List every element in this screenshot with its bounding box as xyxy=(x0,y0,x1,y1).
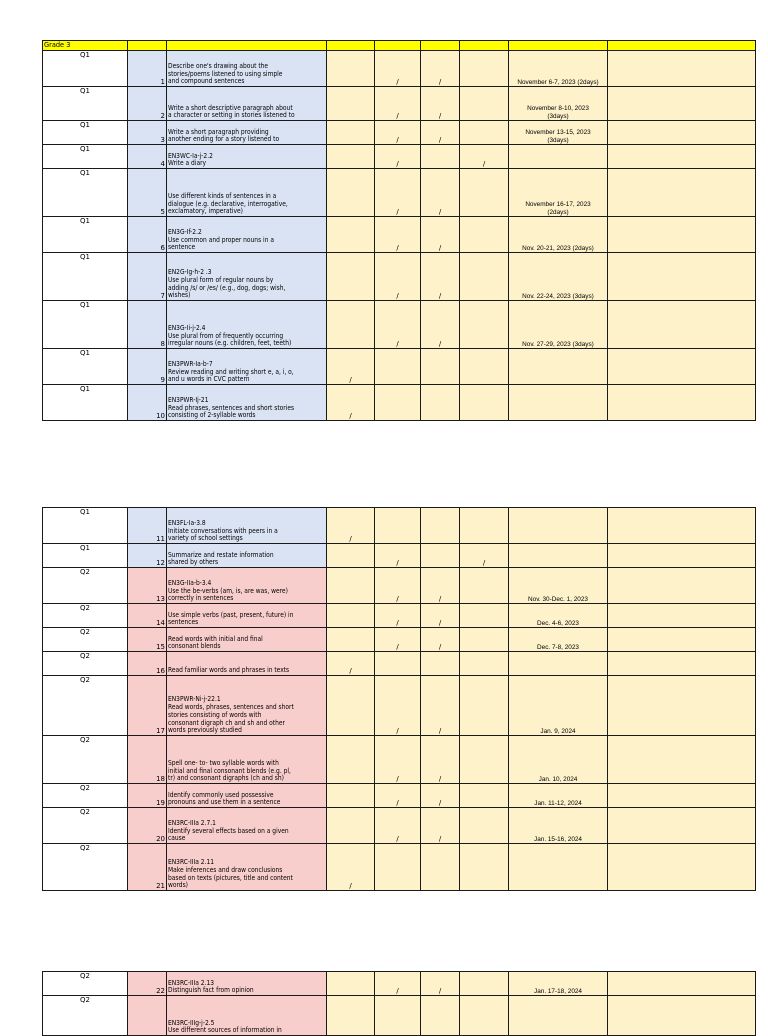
mark-cell-3[interactable]: / xyxy=(421,676,460,736)
mark-cell-2[interactable]: / xyxy=(375,253,421,301)
competency-cell[interactable]: Describe one's drawing about the stories/poems listened to using simple and compound sentences xyxy=(167,51,327,87)
mark-cell-3[interactable]: / xyxy=(421,301,460,349)
mark-cell-1[interactable] xyxy=(327,784,375,808)
table-row xyxy=(43,844,756,891)
mark-cell-2[interactable] xyxy=(375,844,421,891)
mark-cell-4[interactable] xyxy=(460,676,509,736)
quarter-cell[interactable]: Q2 xyxy=(43,844,128,891)
remarks-cell[interactable] xyxy=(608,808,756,844)
mark-cell-4[interactable]: / xyxy=(460,544,509,568)
mark-cell-3[interactable] xyxy=(421,145,460,169)
row-number-cell[interactable]: 22 xyxy=(128,972,167,996)
competency-cell[interactable]: EN2G-Ig-h-2 .3 Use plural form of regular nouns by adding /s/ or /es/ (e.g., dog, dogs; wish, wishes) xyxy=(167,253,327,301)
quarter-cell[interactable]: Q2 xyxy=(43,784,128,808)
date-cell[interactable]: Nov. 30-Dec. 1, 2023 xyxy=(509,568,608,604)
row-number-cell[interactable]: 2 xyxy=(128,87,167,121)
mark-cell-2[interactable] xyxy=(375,652,421,676)
mark-cell-1[interactable] xyxy=(327,604,375,628)
row-number-cell[interactable]: 1 xyxy=(128,51,167,87)
table-row xyxy=(43,301,756,349)
row-number-cell[interactable]: 9 xyxy=(128,349,167,385)
table-row xyxy=(43,604,756,628)
date-cell[interactable]: Jan. 10, 2024 xyxy=(509,736,608,784)
mark-cell-3[interactable]: / xyxy=(421,736,460,784)
date-cell[interactable]: November 8-10, 2023 (3days) xyxy=(509,87,608,121)
table-row xyxy=(43,544,756,568)
table-row xyxy=(43,736,756,784)
table-row xyxy=(43,568,756,604)
quarter-cell[interactable]: Q1 xyxy=(43,51,128,87)
remarks-cell[interactable] xyxy=(608,253,756,301)
mark-cell-3[interactable] xyxy=(421,652,460,676)
mark-cell-4[interactable] xyxy=(460,568,509,604)
table-row xyxy=(43,169,756,217)
mark-cell-2[interactable]: / xyxy=(375,301,421,349)
mark-cell-3[interactable]: / xyxy=(421,972,460,996)
mark-cell-1[interactable]: / xyxy=(327,844,375,891)
mark-cell-1[interactable] xyxy=(327,121,375,145)
date-cell[interactable] xyxy=(509,652,608,676)
date-cell[interactable]: November 16-17, 2023 (2days) xyxy=(509,169,608,217)
remarks-cell[interactable] xyxy=(608,784,756,808)
header-cell[interactable] xyxy=(128,41,167,51)
row-number-cell[interactable]: 7 xyxy=(128,253,167,301)
table-row xyxy=(43,121,756,145)
mark-cell-4[interactable]: / xyxy=(460,145,509,169)
table-section-2 xyxy=(42,507,756,891)
date-cell[interactable]: Jan. 11-12, 2024 xyxy=(509,784,608,808)
mark-cell-4[interactable] xyxy=(460,87,509,121)
competency-cell[interactable]: Use simple verbs (past, present, future) in sentences xyxy=(167,604,327,628)
mark-cell-2[interactable]: / xyxy=(375,784,421,808)
mark-cell-3[interactable] xyxy=(421,844,460,891)
mark-cell-1[interactable] xyxy=(327,676,375,736)
table-row xyxy=(43,808,756,844)
mark-cell-1[interactable] xyxy=(327,145,375,169)
header-cell[interactable] xyxy=(608,41,756,51)
row-number-cell[interactable]: 14 xyxy=(128,604,167,628)
remarks-cell[interactable] xyxy=(608,568,756,604)
table-row xyxy=(43,676,756,736)
mark-cell-1[interactable] xyxy=(327,568,375,604)
mark-cell-3[interactable] xyxy=(421,996,460,1036)
competency-cell[interactable]: Write a short descriptive paragraph about a character or setting in stories listened to xyxy=(167,87,327,121)
date-cell[interactable]: Dec. 7-8, 2023 xyxy=(509,628,608,652)
date-cell[interactable]: Jan. 15-16, 2024 xyxy=(509,808,608,844)
row-number-cell[interactable]: 21 xyxy=(128,844,167,891)
mark-cell-2[interactable]: / xyxy=(375,51,421,87)
mark-cell-2[interactable]: / xyxy=(375,145,421,169)
date-cell[interactable] xyxy=(509,844,608,891)
mark-cell-1[interactable] xyxy=(327,736,375,784)
quarter-cell[interactable]: Q1 xyxy=(43,301,128,349)
mark-cell-2[interactable]: / xyxy=(375,568,421,604)
table-row xyxy=(43,349,756,385)
mark-cell-4[interactable] xyxy=(460,844,509,891)
remarks-cell[interactable] xyxy=(608,51,756,87)
table-row xyxy=(43,217,756,253)
quarter-cell[interactable]: Q2 xyxy=(43,604,128,628)
row-number-cell[interactable]: 13 xyxy=(128,568,167,604)
table-section-3 xyxy=(42,971,756,1036)
competency-cell[interactable]: EN3G-If-2.2 Use common and proper nouns in a sentence xyxy=(167,217,327,253)
table-row xyxy=(43,385,756,421)
mark-cell-4[interactable] xyxy=(460,628,509,652)
mark-cell-4[interactable] xyxy=(460,996,509,1036)
quarter-cell[interactable]: Q1 xyxy=(43,508,128,544)
mark-cell-1[interactable]: / xyxy=(327,508,375,544)
competency-cell[interactable]: Summarize and restate information shared by others xyxy=(167,544,327,568)
competency-cell[interactable]: EN3G-IIa-b-3.4 Use the be-verbs (am, is, are was, were) correctly in sentences xyxy=(167,568,327,604)
mark-cell-4[interactable] xyxy=(460,301,509,349)
row-number-cell[interactable]: 16 xyxy=(128,652,167,676)
header-cell[interactable] xyxy=(167,41,327,51)
mark-cell-1[interactable] xyxy=(327,253,375,301)
row-number-cell[interactable]: 10 xyxy=(128,385,167,421)
mark-cell-2[interactable]: / xyxy=(375,972,421,996)
remarks-cell[interactable] xyxy=(608,349,756,385)
row-number-cell[interactable]: 15 xyxy=(128,628,167,652)
quarter-cell[interactable]: Q2 xyxy=(43,676,128,736)
remarks-cell[interactable] xyxy=(608,385,756,421)
table-row xyxy=(43,652,756,676)
quarter-cell[interactable]: Q2 xyxy=(43,996,128,1036)
mark-cell-2[interactable]: / xyxy=(375,217,421,253)
mark-cell-1[interactable] xyxy=(327,996,375,1036)
mark-cell-1[interactable] xyxy=(327,628,375,652)
remarks-cell[interactable] xyxy=(608,121,756,145)
quarter-cell[interactable]: Q1 xyxy=(43,544,128,568)
mark-cell-3[interactable] xyxy=(421,385,460,421)
mark-cell-3[interactable]: / xyxy=(421,51,460,87)
quarter-cell[interactable]: Q2 xyxy=(43,568,128,604)
date-cell[interactable]: Dec. 4-6, 2023 xyxy=(509,604,608,628)
row-number-cell[interactable]: 5 xyxy=(128,169,167,217)
competency-cell[interactable]: EN3PWR-Ni-j-22.1 Read words, phrases, sentences and short stories consisting of words with consonant digraph ch and sh and other words previously studied xyxy=(167,676,327,736)
remarks-cell[interactable] xyxy=(608,169,756,217)
remarks-cell[interactable] xyxy=(608,736,756,784)
quarter-cell[interactable]: Q2 xyxy=(43,652,128,676)
date-cell[interactable] xyxy=(509,544,608,568)
mark-cell-1[interactable] xyxy=(327,217,375,253)
mark-cell-2[interactable]: / xyxy=(375,121,421,145)
mark-cell-4[interactable] xyxy=(460,652,509,676)
table-row xyxy=(43,972,756,996)
mark-cell-3[interactable]: / xyxy=(421,568,460,604)
competency-cell[interactable]: EN3RC-IIIg-j-2.5 Use different sources of information in xyxy=(167,996,327,1036)
date-cell[interactable] xyxy=(509,996,608,1036)
competency-cell[interactable]: EN3RC-IIIa 2.7.1 Identify several effects based on a given cause xyxy=(167,808,327,844)
grade-label[interactable]: Grade 3 xyxy=(43,41,128,51)
competency-cell[interactable]: EN3RC-IIIa 2.13 Distinguish fact from opinion xyxy=(167,972,327,996)
mark-cell-2[interactable]: / xyxy=(375,169,421,217)
mark-cell-1[interactable]: / xyxy=(327,652,375,676)
competency-cell[interactable]: EN3G-Ii-j-2.4 Use plural from of frequently occurring irregular nouns (e.g. children, feet, teeth) xyxy=(167,301,327,349)
table-row xyxy=(43,51,756,87)
table-row xyxy=(43,996,756,1036)
quarter-cell[interactable]: Q2 xyxy=(43,972,128,996)
mark-cell-1[interactable] xyxy=(327,169,375,217)
date-cell[interactable]: Jan. 9, 2024 xyxy=(509,676,608,736)
row-number-cell[interactable]: 8 xyxy=(128,301,167,349)
mark-cell-1[interactable] xyxy=(327,51,375,87)
quarter-cell[interactable]: Q2 xyxy=(43,736,128,784)
row-number-cell[interactable]: 4 xyxy=(128,145,167,169)
mark-cell-1[interactable] xyxy=(327,87,375,121)
mark-cell-2[interactable]: / xyxy=(375,736,421,784)
remarks-cell[interactable] xyxy=(608,996,756,1036)
remarks-cell[interactable] xyxy=(608,508,756,544)
row-number-cell[interactable]: 18 xyxy=(128,736,167,784)
mark-cell-4[interactable] xyxy=(460,217,509,253)
mark-cell-4[interactable] xyxy=(460,736,509,784)
table-row xyxy=(43,628,756,652)
date-cell[interactable]: Jan. 17-18, 2024 xyxy=(509,972,608,996)
mark-cell-2[interactable] xyxy=(375,349,421,385)
mark-cell-4[interactable] xyxy=(460,51,509,87)
mark-cell-3[interactable]: / xyxy=(421,121,460,145)
mark-cell-1[interactable] xyxy=(327,972,375,996)
remarks-cell[interactable] xyxy=(608,301,756,349)
mark-cell-3[interactable]: / xyxy=(421,784,460,808)
header-cell[interactable] xyxy=(460,41,509,51)
mark-cell-4[interactable] xyxy=(460,784,509,808)
date-cell[interactable]: November 13-15, 2023 (3days) xyxy=(509,121,608,145)
competency-cell[interactable]: Read familiar words and phrases in texts xyxy=(167,652,327,676)
mark-cell-2[interactable]: / xyxy=(375,87,421,121)
mark-cell-3[interactable]: / xyxy=(421,628,460,652)
remarks-cell[interactable] xyxy=(608,604,756,628)
remarks-cell[interactable] xyxy=(608,628,756,652)
mark-cell-1[interactable]: / xyxy=(327,385,375,421)
mark-cell-4[interactable] xyxy=(460,508,509,544)
date-cell[interactable]: Nov. 22-24, 2023 (3days) xyxy=(509,253,608,301)
mark-cell-2[interactable]: / xyxy=(375,676,421,736)
competency-cell[interactable]: EN3WC-Ia-j-2.2 Write a diary xyxy=(167,145,327,169)
mark-cell-2[interactable]: / xyxy=(375,808,421,844)
date-cell[interactable]: Nov. 27-29, 2023 (3days) xyxy=(509,301,608,349)
row-number-cell[interactable] xyxy=(128,996,167,1036)
remarks-cell[interactable] xyxy=(608,652,756,676)
header-cell[interactable] xyxy=(509,41,608,51)
remarks-cell[interactable] xyxy=(608,972,756,996)
remarks-cell[interactable] xyxy=(608,676,756,736)
date-cell[interactable] xyxy=(509,385,608,421)
table-section-1 xyxy=(42,40,756,421)
quarter-cell[interactable]: Q1 xyxy=(43,145,128,169)
row-number-cell[interactable]: 19 xyxy=(128,784,167,808)
mark-cell-3[interactable] xyxy=(421,544,460,568)
date-cell[interactable]: November 6-7, 2023 (2days) xyxy=(509,51,608,87)
mark-cell-4[interactable] xyxy=(460,349,509,385)
table-row xyxy=(43,253,756,301)
header-row xyxy=(43,41,756,51)
mark-cell-4[interactable] xyxy=(460,604,509,628)
mark-cell-2[interactable] xyxy=(375,385,421,421)
mark-cell-3[interactable] xyxy=(421,349,460,385)
competency-cell[interactable]: Read words with initial and final consonant blends xyxy=(167,628,327,652)
quarter-cell[interactable]: Q1 xyxy=(43,169,128,217)
table-row xyxy=(43,784,756,808)
competency-cell[interactable]: EN3PWR-Ij-21 Read phrases, sentences and short stories consisting of 2-syllable words xyxy=(167,385,327,421)
quarter-cell[interactable]: Q1 xyxy=(43,87,128,121)
mark-cell-4[interactable] xyxy=(460,253,509,301)
date-cell[interactable] xyxy=(509,349,608,385)
mark-cell-3[interactable]: / xyxy=(421,87,460,121)
row-number-cell[interactable]: 17 xyxy=(128,676,167,736)
competency-cell[interactable]: Identify commonly used possessive pronouns and use them in a sentence xyxy=(167,784,327,808)
mark-cell-2[interactable] xyxy=(375,508,421,544)
competency-cell[interactable]: Write a short paragraph providing another ending for a story listened to xyxy=(167,121,327,145)
remarks-cell[interactable] xyxy=(608,217,756,253)
mark-cell-3[interactable]: / xyxy=(421,253,460,301)
table-row xyxy=(43,508,756,544)
remarks-cell[interactable] xyxy=(608,145,756,169)
row-number-cell[interactable]: 12 xyxy=(128,544,167,568)
mark-cell-2[interactable]: / xyxy=(375,604,421,628)
header-cell[interactable] xyxy=(421,41,460,51)
mark-cell-3[interactable]: / xyxy=(421,217,460,253)
mark-cell-1[interactable] xyxy=(327,544,375,568)
table-row xyxy=(43,87,756,121)
quarter-cell[interactable]: Q1 xyxy=(43,385,128,421)
quarter-cell[interactable]: Q1 xyxy=(43,121,128,145)
remarks-cell[interactable] xyxy=(608,844,756,891)
date-cell[interactable] xyxy=(509,145,608,169)
remarks-cell[interactable] xyxy=(608,87,756,121)
quarter-cell[interactable]: Q2 xyxy=(43,808,128,844)
mark-cell-2[interactable]: / xyxy=(375,628,421,652)
mark-cell-4[interactable] xyxy=(460,808,509,844)
mark-cell-4[interactable] xyxy=(460,121,509,145)
mark-cell-4[interactable] xyxy=(460,169,509,217)
quarter-cell[interactable]: Q2 xyxy=(43,628,128,652)
competency-cell[interactable]: EN3RC-IIIa 2.11 Make inferences and draw conclusions based on texts (pictures, title and content words) xyxy=(167,844,327,891)
date-cell[interactable] xyxy=(509,508,608,544)
mark-cell-4[interactable] xyxy=(460,385,509,421)
row-number-cell[interactable]: 6 xyxy=(128,217,167,253)
mark-cell-4[interactable] xyxy=(460,972,509,996)
quarter-cell[interactable]: Q1 xyxy=(43,217,128,253)
mark-cell-2[interactable]: / xyxy=(375,544,421,568)
header-cell[interactable] xyxy=(375,41,421,51)
row-number-cell[interactable]: 11 xyxy=(128,508,167,544)
mark-cell-2[interactable] xyxy=(375,996,421,1036)
mark-cell-3[interactable]: / xyxy=(421,808,460,844)
table-row xyxy=(43,145,756,169)
competency-cell[interactable]: Use different kinds of sentences in a dialogue (e.g. declarative, interrogative, exclamatory, imperative) xyxy=(167,169,327,217)
row-number-cell[interactable]: 20 xyxy=(128,808,167,844)
header-cell[interactable] xyxy=(327,41,375,51)
mark-cell-1[interactable]: / xyxy=(327,349,375,385)
competency-cell[interactable]: Spell one- to- two syllable words with initial and final consonant blends (e.g. pl, tr) and consonant digraphs (ch and sh) xyxy=(167,736,327,784)
mark-cell-3[interactable]: / xyxy=(421,604,460,628)
row-number-cell[interactable]: 3 xyxy=(128,121,167,145)
date-cell[interactable]: Nov. 20-21, 2023 (2days) xyxy=(509,217,608,253)
mark-cell-3[interactable] xyxy=(421,508,460,544)
mark-cell-3[interactable]: / xyxy=(421,169,460,217)
remarks-cell[interactable] xyxy=(608,544,756,568)
mark-cell-1[interactable] xyxy=(327,301,375,349)
quarter-cell[interactable]: Q1 xyxy=(43,349,128,385)
mark-cell-1[interactable] xyxy=(327,808,375,844)
competency-cell[interactable]: EN3PWR-Ia-b-7 Review reading and writing short e, a, i, o, and u words in CVC pattern xyxy=(167,349,327,385)
quarter-cell[interactable]: Q1 xyxy=(43,253,128,301)
competency-cell[interactable]: EN3FL-Ia-3.8 Initiate conversations with peers in a variety of school settings xyxy=(167,508,327,544)
